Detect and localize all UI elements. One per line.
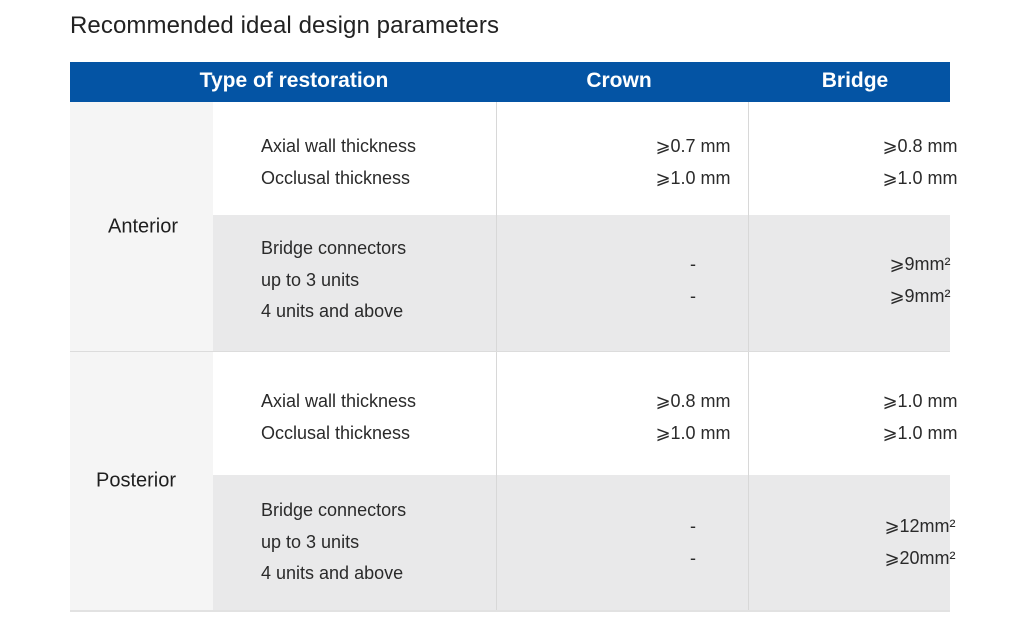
page-title: Recommended ideal design parameters — [70, 12, 500, 39]
param-cell — [261, 102, 541, 215]
crown-value: ⩾1.0 mm — [655, 167, 731, 188]
param-line: Bridge connectors — [261, 238, 407, 258]
table-header — [70, 62, 950, 102]
bridge-value: ⩾9mm² — [889, 285, 951, 306]
bridge-value: ⩾20mm² — [884, 547, 956, 568]
group-anterior — [70, 102, 958, 351]
table-row — [213, 102, 958, 215]
table-row — [213, 352, 958, 475]
table-row — [213, 475, 956, 610]
bridge-value: ⩾1.0 mm — [882, 167, 958, 188]
bridge-cell — [820, 215, 1020, 351]
param-cell — [261, 352, 541, 475]
header-bridge: Bridge — [821, 69, 889, 92]
group-label-cell — [70, 102, 213, 351]
crown-value: - — [690, 254, 696, 274]
param-cell — [261, 475, 541, 610]
bridge-cell — [820, 352, 1020, 475]
bridge-cell — [820, 475, 1020, 610]
bridge-value: ⩾1.0 mm — [882, 422, 958, 443]
bridge-cell — [820, 102, 1020, 215]
header-type-of-restoration: Type of restoration — [199, 69, 389, 92]
group-label-cell — [70, 352, 213, 610]
crown-value: - — [690, 285, 696, 306]
crown-cell — [568, 102, 818, 215]
group-posterior — [70, 352, 958, 610]
group-label-posterior: Posterior — [96, 469, 177, 492]
param-line: Occlusal thickness — [261, 167, 411, 188]
crown-cell — [568, 215, 818, 351]
header-crown: Crown — [586, 69, 652, 92]
bridge-value: ⩾12mm² — [884, 516, 956, 536]
param-line: Axial wall thickness — [261, 391, 417, 411]
bridge-value: ⩾1.0 mm — [882, 391, 958, 411]
param-line: up to 3 units — [261, 269, 360, 290]
param-line: up to 3 units — [261, 531, 360, 552]
param-line: Bridge connectors — [261, 500, 407, 520]
crown-value: ⩾0.8 mm — [655, 391, 731, 411]
param-cell — [261, 215, 541, 351]
table-bottom-border — [70, 610, 950, 612]
crown-value: ⩾0.7 mm — [655, 136, 731, 156]
param-line: Occlusal thickness — [261, 422, 411, 443]
table-row — [213, 215, 950, 351]
crown-value: ⩾1.0 mm — [655, 422, 731, 443]
crown-value: - — [690, 547, 696, 568]
design-parameters-table — [70, 62, 958, 583]
group-label-anterior: Anterior — [108, 215, 179, 237]
crown-cell — [568, 475, 818, 610]
param-line: 4 units and above — [261, 563, 404, 583]
crown-value: - — [690, 516, 696, 536]
bridge-value: ⩾0.8 mm — [882, 136, 958, 156]
crown-cell — [568, 352, 818, 475]
bridge-value: ⩾9mm² — [889, 254, 951, 274]
param-line: Axial wall thickness — [261, 136, 417, 156]
param-line: 4 units and above — [261, 301, 404, 321]
